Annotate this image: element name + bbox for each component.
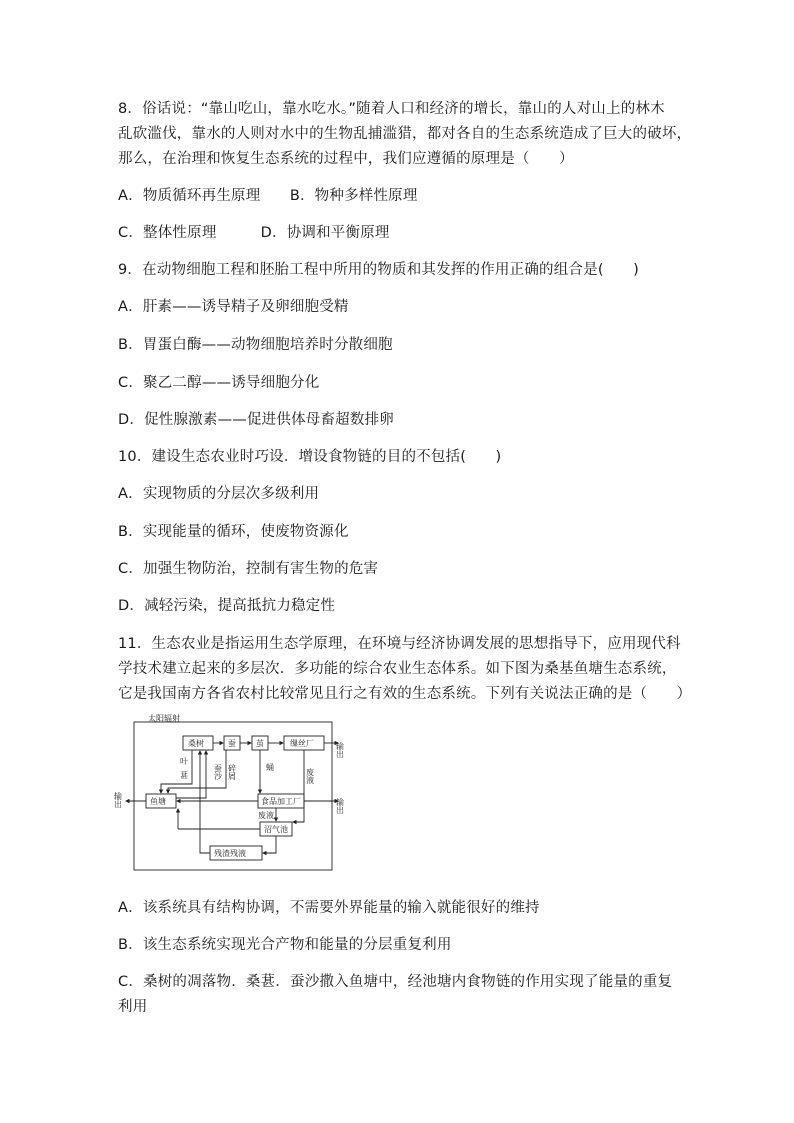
q9-option-a: A．肝素——诱导精子及卵细胞受精 bbox=[118, 299, 349, 315]
fish-pond-label: 鱼塘 bbox=[150, 797, 166, 806]
q8-options-ab: A．物质循环再生原理 B．物种多样性原理 bbox=[118, 188, 418, 204]
output-left-label: 输出 bbox=[113, 792, 123, 808]
sun-label: 太阳辐射 bbox=[148, 714, 180, 723]
q10-option-c: C．加强生物防治，控制有害生物的危害 bbox=[118, 561, 379, 577]
scraps-label: 碎屑 bbox=[227, 764, 237, 780]
biogas-label: 沼气池 bbox=[264, 825, 288, 834]
silk-factory-label: 缫丝厂 bbox=[290, 739, 314, 748]
q8-options-cd: C．整体性原理 D．协调和平衡原理 bbox=[118, 225, 390, 241]
q11-line3: 它是我国南方各省农村比较常见且行之有效的生态系统。下列有关说法正确的是（ ） bbox=[118, 686, 692, 702]
q10-option-b: B．实现能量的循环，使废物资源化 bbox=[118, 524, 349, 540]
silk-sand-label: 蚕沙 bbox=[213, 764, 223, 780]
leaf-label: 叶 bbox=[180, 757, 188, 766]
q9-option-b: B．胃蛋白酶——动物细胞培养时分散细胞 bbox=[118, 337, 393, 353]
output-right-top-label: 输出 bbox=[335, 742, 345, 758]
waste-liquid2-label: 废液 bbox=[258, 811, 274, 820]
q11-option-c-line1: C．桑树的凋落物．桑葚．蚕沙撒入鱼塘中，经池塘内食物链的作用实现了能量的重复 bbox=[118, 974, 673, 990]
mulberry-fish-pond-diagram bbox=[112, 712, 357, 874]
silkworm-label: 蚕 bbox=[228, 739, 236, 748]
q11-option-b: B．该生态系统实现光合产物和能量的分层重复利用 bbox=[118, 937, 452, 953]
q11-line2: 学技术建立起来的多层次．多功能的综合农业生态体系。如下图为桑基鱼塘生态系统， bbox=[118, 661, 677, 677]
q9-stem: 9．在动物细胞工程和胚胎工程中所用的物质和其发挥的作用正确的组合是( ) bbox=[118, 262, 639, 278]
output-right-mid-label: 输出 bbox=[335, 798, 345, 814]
q11-option-c-line2: 利用 bbox=[118, 999, 148, 1015]
q11-option-a: A．该系统具有结构协调，不需要外界能量的输入就能很好的维持 bbox=[118, 900, 540, 916]
food-factory-label: 食品加工厂 bbox=[261, 797, 301, 806]
q8-line3: 那么，在治理和恢复生态系统的过程中，我们应遵循的原理是（ ） bbox=[118, 151, 574, 167]
q10-stem: 10．建设生态农业时巧设．增设食物链的目的不包括( ) bbox=[118, 449, 502, 465]
mulberry-label: 桑树 bbox=[188, 739, 204, 748]
q9-option-c: C．聚乙二醇——诱导细胞分化 bbox=[118, 375, 320, 391]
cocoon-label: 茧 bbox=[256, 739, 264, 748]
q10-option-a: A．实现物质的分层次多级利用 bbox=[118, 486, 320, 502]
q10-option-d: D．减轻污染，提高抵抗力稳定性 bbox=[118, 598, 336, 614]
fruit-label: 葚 bbox=[180, 771, 188, 780]
q11-line1: 11．生态农业是指运用生态学原理，在环境与经济协调发展的思想指导下，应用现代科 bbox=[118, 636, 681, 652]
q9-option-d: D．促性腺激素——促进供体母畜超数排卵 bbox=[118, 412, 394, 428]
waste-liquid-label: 废液 bbox=[305, 768, 315, 784]
q8-line1: 8．俗话说：“靠山吃山，靠水吃水。”随着人口和经济的增长，靠山的人对山上的林木 bbox=[118, 101, 665, 117]
residue-label: 残渣残液 bbox=[214, 849, 246, 858]
q8-line2: 乱砍滥伐，靠水的人则对水中的生物乱捕滥猎，都对各自的生态系统造成了巨大的破坏， bbox=[118, 126, 692, 142]
pupa-label: 蛹 bbox=[266, 763, 274, 772]
